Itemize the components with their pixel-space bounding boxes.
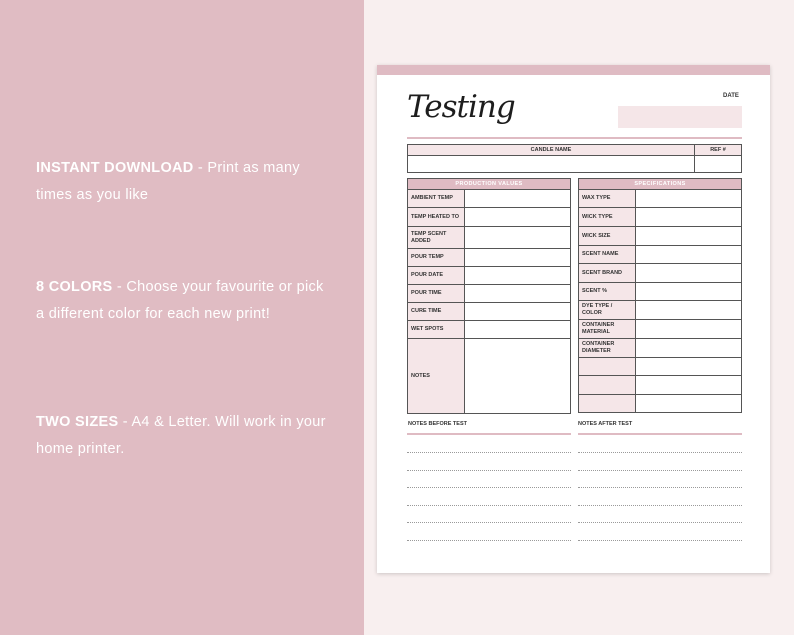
production-row-label: CURE TIME bbox=[408, 303, 465, 321]
feature-sizes bbox=[36, 409, 326, 463]
notes-after-title: NOTES AFTER TEST bbox=[578, 421, 633, 427]
spec-row-label: WAX TYPE bbox=[579, 190, 636, 208]
feature-text: - Choose your favourite or pick a different color for each new print! bbox=[36, 279, 324, 322]
notes-after-line bbox=[578, 522, 742, 523]
notes-before-line bbox=[407, 470, 571, 471]
notes-before-line bbox=[407, 487, 571, 488]
production-row-label: WET SPOTS bbox=[408, 321, 465, 339]
spec-row-value bbox=[636, 283, 742, 301]
production-row-label: NOTES bbox=[408, 339, 465, 414]
production-row-label: TEMP SCENT ADDED bbox=[408, 227, 465, 249]
candle-name-label: CANDLE NAME bbox=[408, 145, 695, 156]
date-field bbox=[618, 106, 742, 128]
notes-before-line bbox=[407, 452, 571, 453]
notes-after-rule bbox=[578, 433, 742, 435]
spec-row-value bbox=[636, 320, 742, 339]
spec-row-label bbox=[579, 395, 636, 413]
production-values-table bbox=[407, 178, 571, 414]
spec-row-label bbox=[579, 358, 636, 376]
spec-row-label: SCENT NAME bbox=[579, 246, 636, 264]
spec-row-value bbox=[636, 246, 742, 264]
left-panel bbox=[0, 0, 364, 635]
production-row-value bbox=[465, 227, 571, 249]
spec-row-value bbox=[636, 190, 742, 208]
production-row-value bbox=[465, 267, 571, 285]
spec-row-value bbox=[636, 358, 742, 376]
spec-row-label bbox=[579, 376, 636, 395]
production-row-value bbox=[465, 208, 571, 227]
spec-row-value bbox=[636, 227, 742, 246]
notes-before-title: NOTES BEFORE TEST bbox=[408, 421, 467, 427]
feature-title: INSTANT DOWNLOAD bbox=[36, 160, 194, 176]
spec-row-value bbox=[636, 395, 742, 413]
specifications-table bbox=[578, 178, 742, 413]
production-values-header: PRODUCTION VALUES bbox=[408, 179, 571, 190]
feature-colors bbox=[36, 274, 326, 328]
ref-field bbox=[695, 156, 742, 173]
production-row-label: TEMP HEATED TO bbox=[408, 208, 465, 227]
notes-after-line bbox=[578, 452, 742, 453]
date-label: DATE bbox=[723, 93, 739, 99]
candle-name-table bbox=[407, 144, 742, 173]
production-row-value bbox=[465, 321, 571, 339]
production-notes-value bbox=[465, 339, 571, 414]
spec-row-value bbox=[636, 339, 742, 358]
feature-text: - A4 & Letter. Will work in your home printer. bbox=[36, 414, 326, 457]
feature-title: 8 COLORS bbox=[36, 279, 113, 295]
spec-row-label: WICK TYPE bbox=[579, 208, 636, 227]
production-row-value bbox=[465, 285, 571, 303]
production-row-label: POUR DATE bbox=[408, 267, 465, 285]
candle-name-field bbox=[408, 156, 695, 173]
printable-sheet bbox=[377, 65, 770, 573]
notes-before-line bbox=[407, 505, 571, 506]
title-divider bbox=[407, 137, 742, 139]
notes-after-line bbox=[578, 470, 742, 471]
notes-before-line bbox=[407, 522, 571, 523]
spec-row-value bbox=[636, 264, 742, 283]
production-row-label: POUR TIME bbox=[408, 285, 465, 303]
spec-row-value bbox=[636, 208, 742, 227]
spec-row-value bbox=[636, 376, 742, 395]
spec-row-label: CONTAINER MATERIAL bbox=[579, 320, 636, 339]
notes-before-rule bbox=[407, 433, 571, 435]
notes-before-line bbox=[407, 540, 571, 541]
ref-label: REF # bbox=[695, 145, 742, 156]
spec-row-label: WICK SIZE bbox=[579, 227, 636, 246]
spec-row-label: SCENT BRAND bbox=[579, 264, 636, 283]
notes-after-line bbox=[578, 505, 742, 506]
feature-text: - Print as many times as you like bbox=[36, 160, 300, 203]
production-row-value bbox=[465, 303, 571, 321]
production-row-value bbox=[465, 249, 571, 267]
notes-after-line bbox=[578, 540, 742, 541]
feature-instant-download bbox=[36, 155, 326, 209]
spec-row-label: DYE TYPE / COLOR bbox=[579, 301, 636, 320]
notes-after-line bbox=[578, 487, 742, 488]
production-row-label: POUR TEMP bbox=[408, 249, 465, 267]
spec-row-label: CONTAINER DIAMETER bbox=[579, 339, 636, 358]
production-row-value bbox=[465, 190, 571, 208]
spec-row-label: SCENT % bbox=[579, 283, 636, 301]
production-row-label: AMBIENT TEMP bbox=[408, 190, 465, 208]
feature-title: TWO SIZES bbox=[36, 414, 119, 430]
sheet-top-band bbox=[377, 65, 770, 75]
spec-row-value bbox=[636, 301, 742, 320]
specifications-header: SPECIFICATIONS bbox=[579, 179, 742, 190]
sheet-title: Testing bbox=[407, 89, 515, 125]
